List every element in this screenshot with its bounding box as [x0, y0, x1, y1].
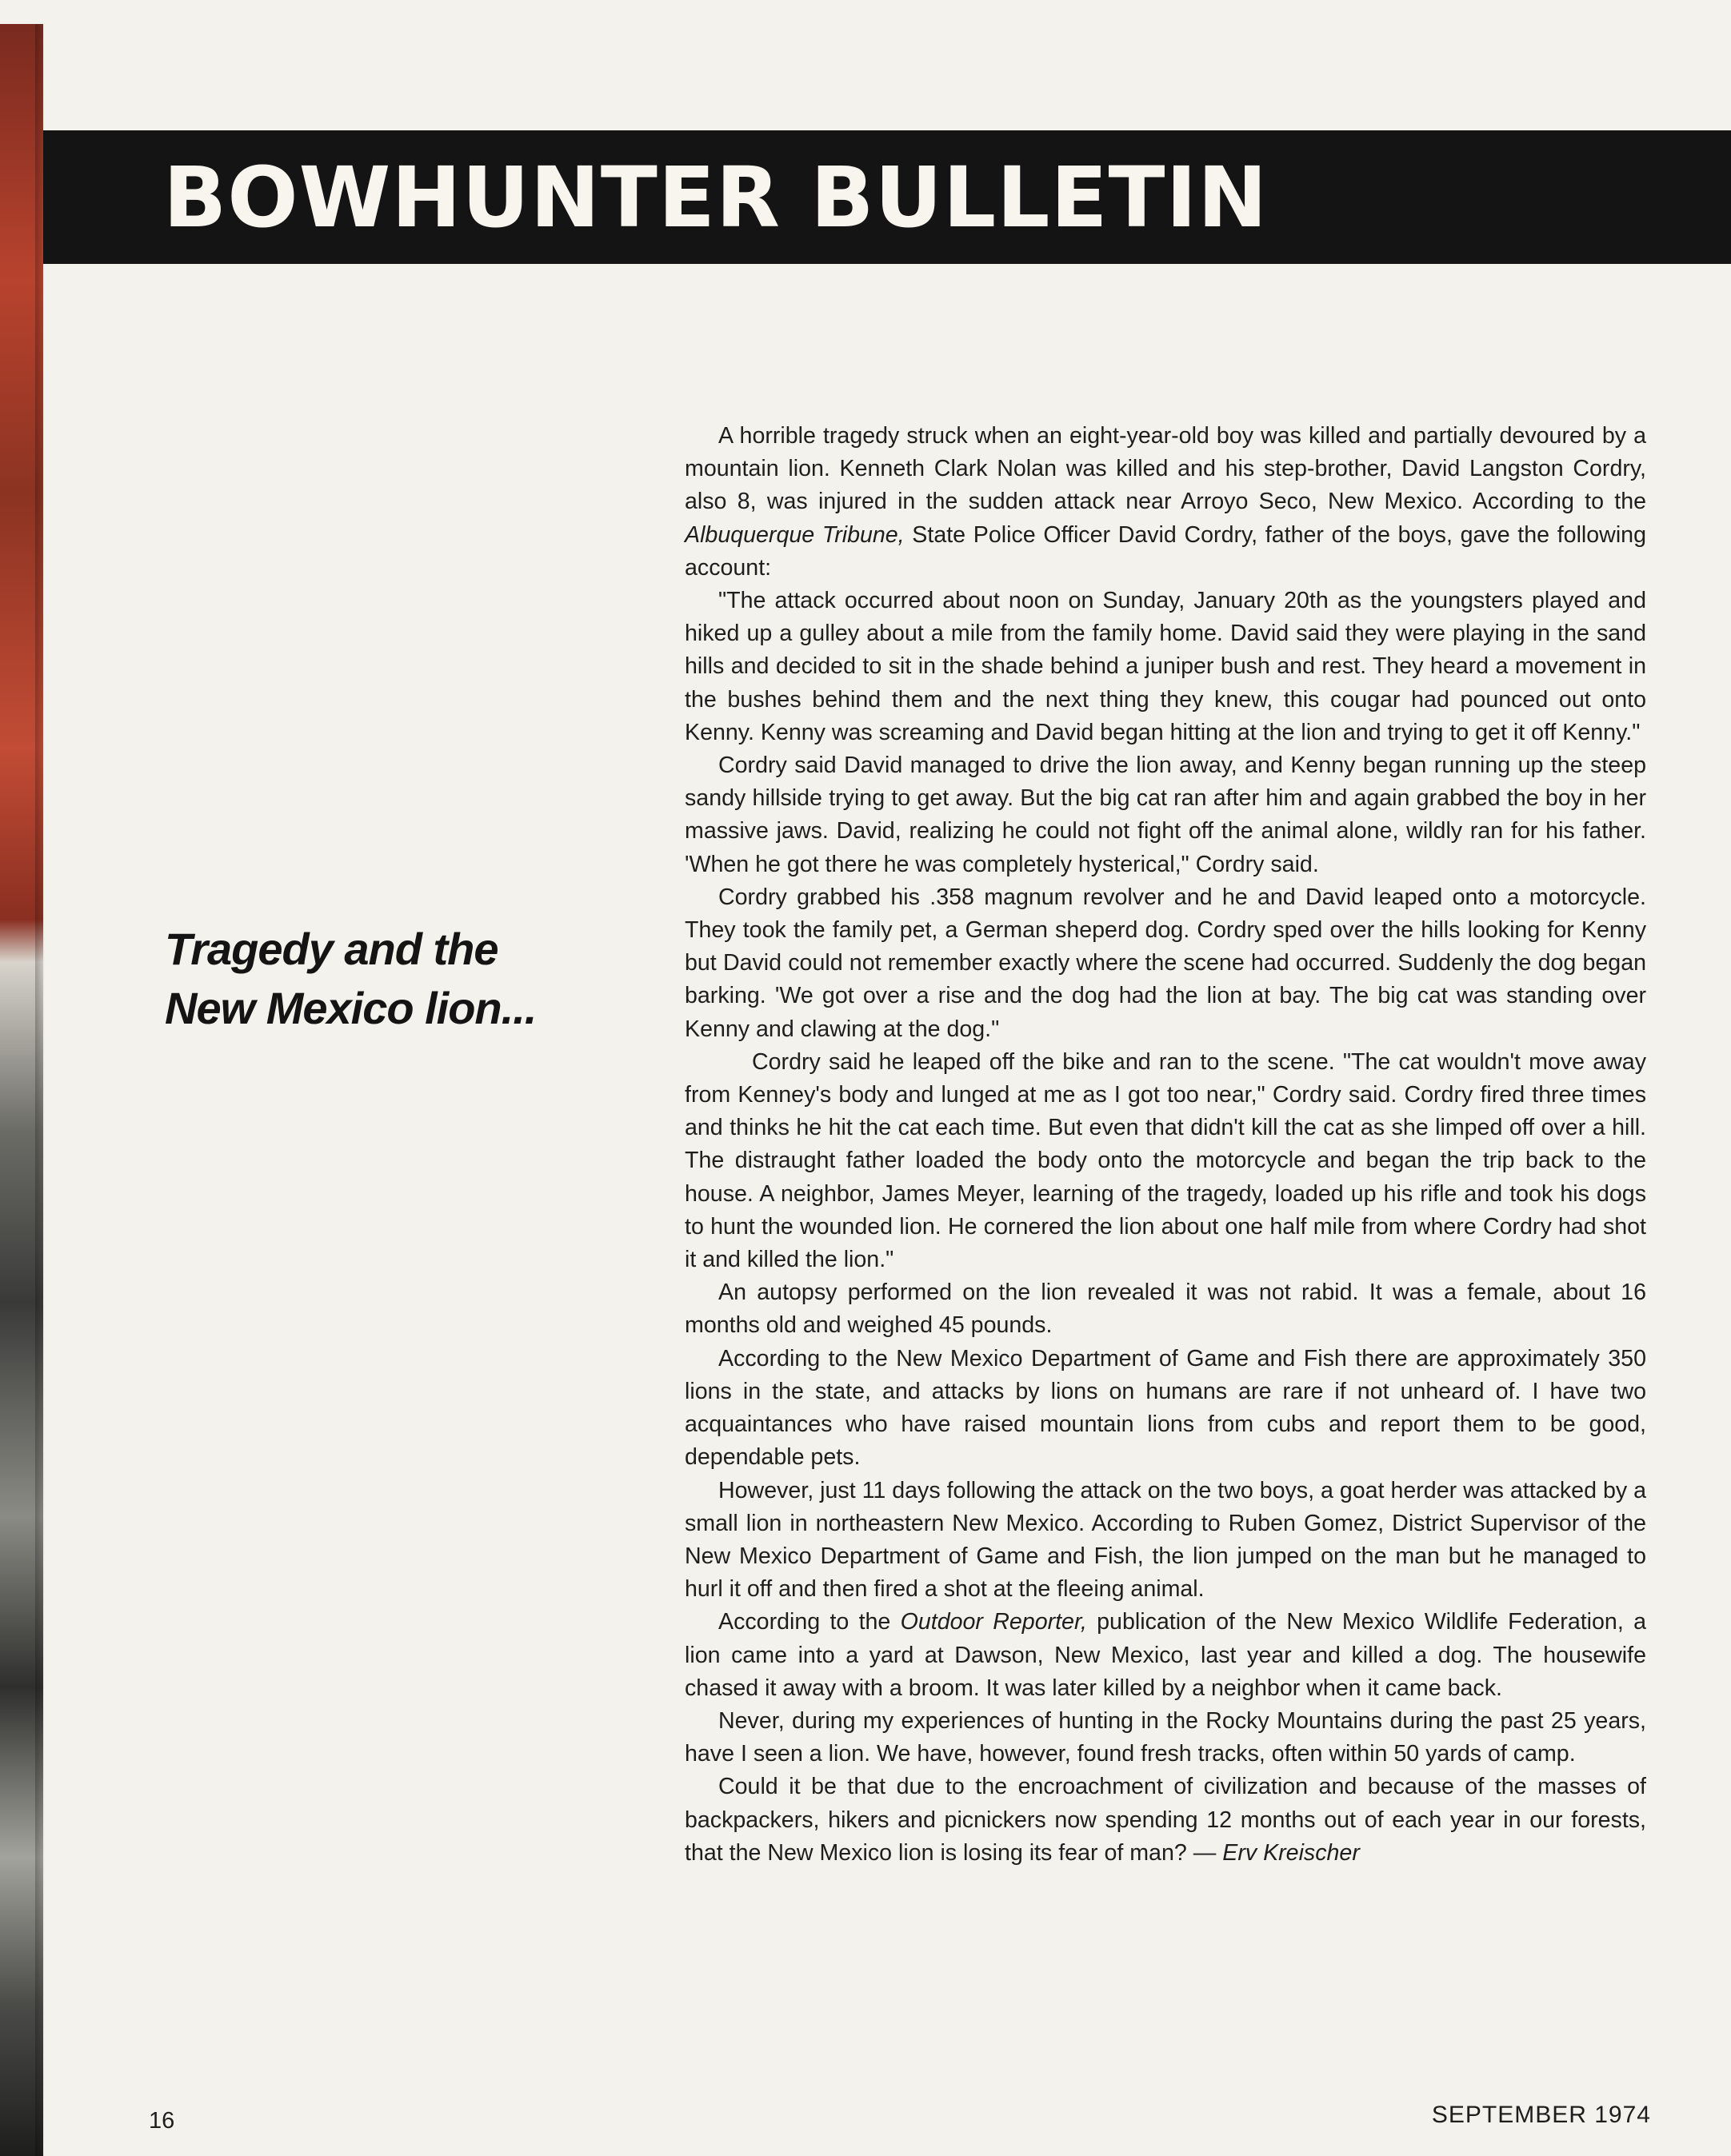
- article-paragraph: An autopsy performed on the lion revealed it was not rabid. It was a female, about 16 months old and weighed 45 pounds.: [685, 1280, 1646, 1339]
- article-paragraph: "The attack occurred about noon on Sunday, January 20th as the youngsters played and hiked up a gulley about a mile from the family home. David said they were playing in the sand hills and decided to sit in the shade behind a juniper bush and rest. They heard a movement in the bushes behind them and the next thing they knew, this cougar had pounced out onto Kenny. Kenny was screaming and David began hitting at the lion and trying to get it off Kenny.": [685, 588, 1646, 745]
- article-body: [685, 420, 1646, 1870]
- issue-date: SEPTEMBER 1974: [1431, 2102, 1651, 2128]
- article-paragraph: Cordry said David managed to drive the lion away, and Kenny began running up the steep sandy hillside trying to get away. But the big cat ran after him and again grabbed the boy in her massive jaws. David, realizing he could not fight off the animal alone, wildly ran for his father. 'When he got there he was completely hysterical," Cordry said.: [685, 753, 1646, 877]
- article-paragraph: A horrible tragedy struck when an eight-year-old boy was killed and partially devoured by a mountain lion. Kenneth Clark Nolan was killed and his step-brother, David Langston Cordry, also 8, was injured in the sudden attack near Arroyo Seco, New Mexico. According to the Albuquerque Tribune, State Police Officer David Cordry, father of the boys, gave the following account:: [685, 423, 1646, 581]
- author-byline: Erv Kreischer: [1222, 1839, 1360, 1866]
- page-number: 16: [149, 2108, 175, 2134]
- publication-name: Outdoor Reporter,: [900, 1609, 1087, 1635]
- section-banner: [43, 130, 1731, 264]
- section-title: BOWHUNTER BULLETIN: [163, 149, 1269, 246]
- publication-name: Albuquerque Tribune,: [685, 521, 905, 548]
- article-paragraph: According to the Outdoor Reporter, publication of the New Mexico Wildlife Federation, a lion came into a yard at Dawson, New Mexico, last year and killed a dog. The housewife chased it away with a broom. It was later killed by a neighbor when it came back.: [685, 1609, 1646, 1701]
- article-paragraph: Could it be that due to the encroachment of civilization and because of the masses of backpackers, hikers and picnickers now spending 12 months out of each year in our forests, that the New Mexico lion is losing its fear of man? — Erv Kreischer: [685, 1774, 1646, 1866]
- page-gutter-shadow: [35, 24, 45, 2156]
- article-paragraph: According to the New Mexico Department of Game and Fish there are approximately 350 lions in the state, and attacks by lions on humans are rare if not unheard of. I have two acquaintances who have raised mountain lions from cubs and report them to be good, dependable pets.: [685, 1345, 1646, 1471]
- article-headline: Tragedy and the New Mexico lion...: [165, 924, 537, 1033]
- article-paragraph: Cordry grabbed his .358 magnum revolver and he and David leaped onto a motorcycle. They took the family pet, a German sheperd dog. Cordry sped over the hills looking for Kenny but David could not remember exactly where the scene had occurred. Suddenly the dog began barking. 'We got over a rise and the dog had the lion at bay. The big cat was standing over Kenny and clawing at the dog.": [685, 884, 1646, 1042]
- article-paragraph: Never, during my experiences of hunting in the Rocky Mountains during the past 25 years, have I seen a lion. We have, however, found fresh tracks, often within 50 yards of camp.: [685, 1707, 1646, 1767]
- article-paragraph: Cordry said he leaped off the bike and ran to the scene. "The cat wouldn't move away from Kenney's body and lunged at me as I got too near," Cordry said. Cordry fired three times and thinks he hit the cat each time. But even that didn't kill the cat as she limped off over a hill. The distraught father loaded the body onto the motorcycle and began the trip back to the house. A neighbor, James Meyer, learning of the tragedy, loaded up his rifle and took his dogs to hunt the wounded lion. He cornered the lion about one half mile from where Cordry had shot it and killed the lion.": [685, 1048, 1646, 1273]
- article-paragraph: However, just 11 days following the attack on the two boys, a goat herder was attacked by a small lion in northeastern New Mexico. According to Ruben Gomez, District Supervisor of the New Mexico Department of Game and Fish, the lion jumped on the man but he managed to hurl it off and then fired a shot at the fleeing animal.: [685, 1477, 1646, 1603]
